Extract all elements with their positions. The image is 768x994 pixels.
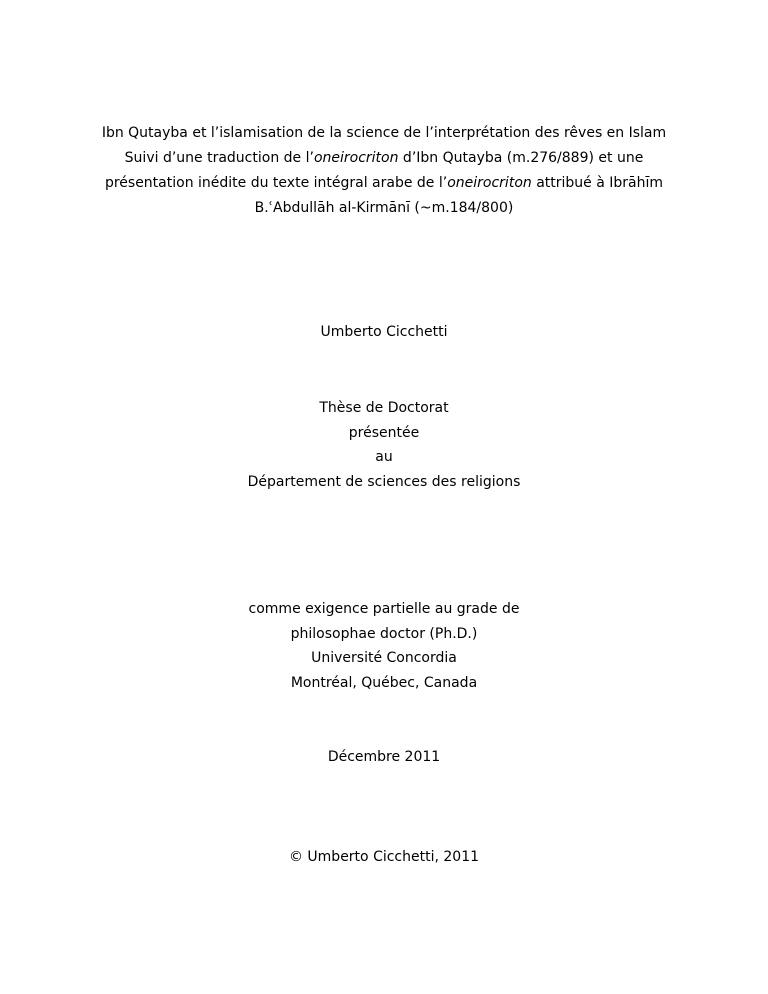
author-name: Umberto Cicchetti bbox=[320, 324, 448, 340]
title-line-3-italic: oneirocriton bbox=[447, 175, 532, 191]
title-line-2-suffix: d’Ibn Qutayba (m.276/889) et une bbox=[398, 150, 644, 166]
title-line-4: B.ʿAbdullāh al-Kirmānī (~m.184/800) bbox=[254, 200, 514, 216]
title-line-3 bbox=[0, 171, 768, 196]
title-line-2-prefix: Suivi d’une traduction de l’ bbox=[124, 150, 314, 166]
thesis-date: Décembre 2011 bbox=[327, 749, 441, 765]
author-block bbox=[0, 320, 768, 345]
title-line-3-suffix: attribué à Ibrāhīm bbox=[531, 175, 664, 191]
thesis-presented: présentée bbox=[348, 424, 420, 441]
copyright-notice: © Umberto Cicchetti, 2011 bbox=[288, 849, 480, 865]
title-line-3-prefix: présentation inédite du texte intégral arabe de l’ bbox=[104, 175, 448, 191]
title-line-2-italic: oneirocriton bbox=[313, 150, 399, 166]
degree-info bbox=[0, 597, 768, 695]
copyright-block bbox=[0, 845, 768, 870]
thesis-to: au bbox=[375, 449, 393, 465]
thesis-title bbox=[0, 121, 768, 221]
thesis-department: Département de sciences des religions bbox=[247, 473, 521, 490]
degree-location: Montréal, Québec, Canada bbox=[290, 674, 478, 691]
title-line-2 bbox=[0, 146, 768, 171]
date-block bbox=[0, 745, 768, 770]
degree-requirement: comme exigence partielle au grade de bbox=[248, 601, 520, 617]
thesis-type: Thèse de Doctorat bbox=[319, 400, 449, 416]
degree-university: Université Concordia bbox=[311, 650, 457, 666]
thesis-info bbox=[0, 396, 768, 494]
title-line-1: Ibn Qutayba et l’islamisation de la science de l’interprétation des rêves en Islam bbox=[101, 125, 667, 141]
degree-name: philosophae doctor (Ph.D.) bbox=[290, 625, 478, 642]
